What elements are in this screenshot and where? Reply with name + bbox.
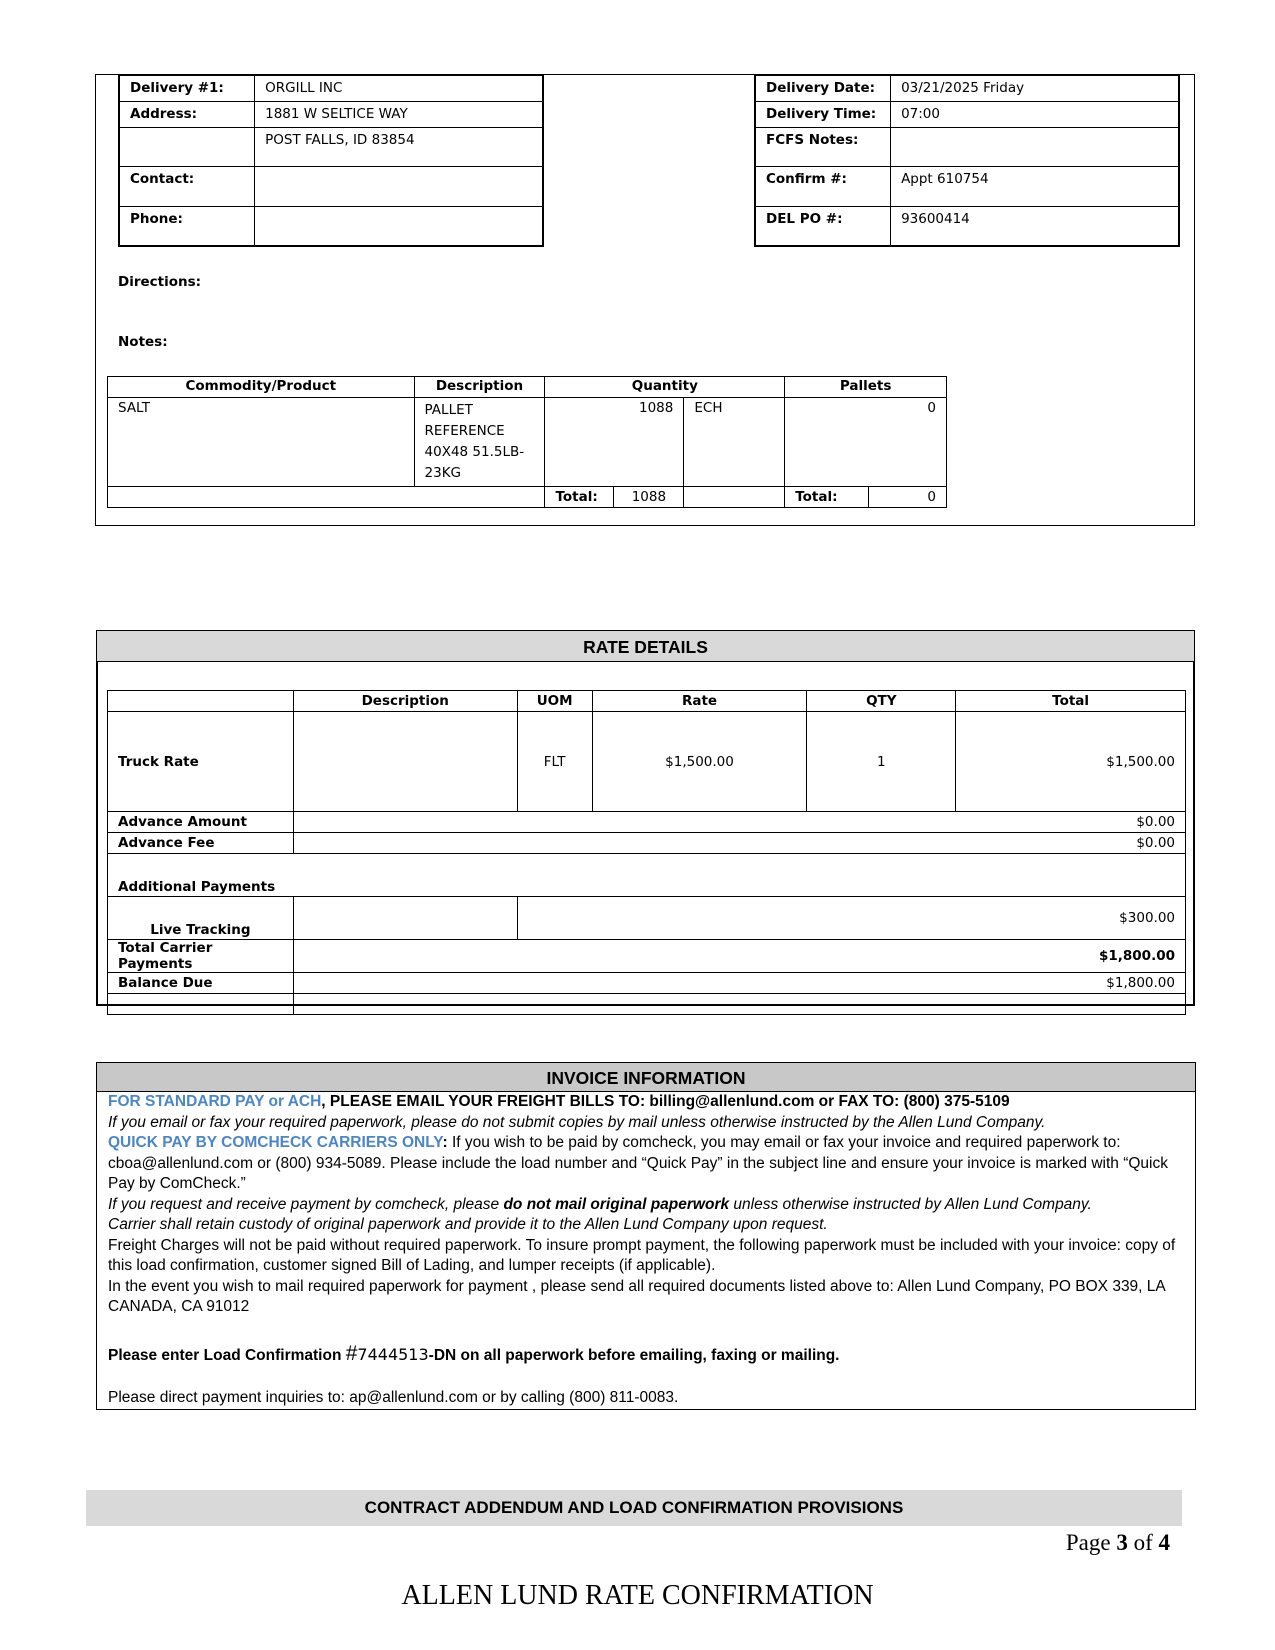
fcfs-notes-value — [891, 127, 1179, 166]
rate-description-header: Description — [293, 691, 517, 712]
total-pallets-value: 0 — [869, 487, 947, 508]
total-pallets-label: Total: — [785, 487, 869, 508]
rate-details-title: RATE DETAILS — [96, 630, 1195, 662]
additional-payments-label: Additional Payments — [108, 854, 1186, 897]
live-tracking-label: Live Tracking — [108, 897, 294, 940]
address-line1: 1881 W SELTICE WAY — [255, 101, 543, 127]
addendum-heading: CONTRACT ADDENDUM AND LOAD CONFIRMATION PROVISIONS — [86, 1490, 1182, 1526]
standard-pay-text: , PLEASE EMAIL YOUR FREIGHT BILLS TO: billing@allenlund.com or FAX TO: (800) 375-5109 — [321, 1093, 1010, 1110]
page-total: 4 — [1158, 1530, 1170, 1555]
page-of: of — [1127, 1530, 1159, 1555]
quantity-header: Quantity — [545, 377, 785, 398]
description-line: 23KG — [424, 465, 462, 481]
phone-value — [255, 206, 543, 246]
delivery-schedule-table — [754, 74, 1180, 247]
total-unit-spacer — [684, 487, 785, 508]
standard-pay-line — [108, 1092, 1188, 1113]
quick-pay-paragraph — [108, 1133, 1188, 1195]
blank-cell — [293, 994, 1185, 1015]
description-line: REFERENCE — [424, 423, 505, 439]
advance-amount-value: $0.00 — [293, 812, 1185, 833]
pallets-cell: 0 — [785, 398, 947, 487]
contact-value — [255, 166, 543, 206]
truck-rate-qty: 1 — [807, 712, 956, 812]
rate-label-header — [108, 691, 294, 712]
total-carrier-value: $1,800.00 — [293, 940, 1185, 973]
truck-rate-total: $1,500.00 — [956, 712, 1186, 812]
inquiries-line: Please direct payment inquiries to: ap@allenlund.com or by calling (800) 811-0083. — [108, 1389, 679, 1406]
balance-due-label: Balance Due — [108, 973, 294, 994]
freight-notice: Freight Charges will not be paid without required paperwork. To insure prompt payment, the following paperwork must be included with your invoice: copy of this load confirmation, customer signed Bill of Lading, and lumper receipts (if applicable). — [108, 1236, 1176, 1274]
address-label: Address: — [119, 101, 255, 127]
confirm-label: Confirm #: — [755, 166, 891, 206]
delivery-time-label: Delivery Time: — [755, 101, 891, 127]
description-line: 40X48 51.5LB- — [424, 444, 525, 460]
description-header: Description — [414, 377, 545, 398]
description-cell — [414, 398, 545, 487]
confirm-value: Appt 610754 — [891, 166, 1179, 206]
load-hash: # — [345, 1341, 358, 1365]
truck-rate-description — [293, 712, 517, 812]
load-text-a: Please enter Load Confirmation — [108, 1346, 346, 1364]
table-row — [108, 712, 1186, 812]
phone-label: Phone: — [119, 206, 255, 246]
quantity-cell: 1088 — [545, 398, 684, 487]
commodity-header: Commodity/Product — [108, 377, 415, 398]
custody-notice: Carrier shall retain custody of original paperwork and provide it to the Allen Lund Company upon request. — [108, 1216, 828, 1233]
balance-due-value: $1,800.00 — [293, 973, 1185, 994]
load-confirmation-line — [108, 1341, 1188, 1367]
total-header: Total — [956, 691, 1186, 712]
load-number: 7444513 — [357, 1344, 429, 1364]
advance-fee-value: $0.00 — [293, 833, 1185, 854]
truck-rate-rate: $1,500.00 — [592, 712, 807, 812]
delivery-number-value: ORGILL INC — [255, 75, 543, 101]
page-number — [1030, 1530, 1170, 1556]
unit-cell: ECH — [684, 398, 785, 487]
description-line: PALLET — [424, 402, 473, 418]
comcheck-notice — [108, 1195, 1188, 1216]
advance-fee-label: Advance Fee — [108, 833, 294, 854]
invoice-body — [108, 1092, 1188, 1409]
total-quantity-value: 1088 — [614, 487, 684, 508]
page-current: 3 — [1116, 1530, 1128, 1555]
truck-rate-label: Truck Rate — [108, 712, 294, 812]
address-line2: POST FALLS, ID 83854 — [255, 127, 543, 166]
standard-pay-heading: FOR STANDARD PAY or ACH — [108, 1093, 322, 1110]
comcheck-text-b: unless otherwise instructed by Allen Lund Company. — [729, 1195, 1092, 1213]
advance-amount-label: Advance Amount — [108, 812, 294, 833]
delivery-number-label: Delivery #1: — [119, 75, 255, 101]
comcheck-emphasis: do not mail original paperwork — [503, 1195, 730, 1213]
qty-header: QTY — [807, 691, 956, 712]
mail-address-notice: In the event you wish to mail required paperwork for payment , please send all required documents listed above to: Allen Lund Company, PO BOX 339, LA CANADA, CA 91012 — [108, 1277, 1165, 1315]
rate-header: Rate — [592, 691, 807, 712]
live-tracking-description — [293, 897, 517, 940]
delivery-date-value: 03/21/2025 Friday — [891, 75, 1179, 101]
commodity-table — [107, 376, 947, 508]
uom-header: UOM — [517, 691, 592, 712]
contact-label: Contact: — [119, 166, 255, 206]
total-carrier-label: Total Carrier Payments — [108, 940, 294, 973]
load-text-b: -DN on all paperwork before emailing, faxing or mailing. — [428, 1346, 840, 1364]
page-prefix: Page — [1065, 1530, 1117, 1555]
quick-pay-text: If you wish to be paid by comcheck, you may email or fax your invoice and required paperwork to: cboa@allenlund.com or (800) 934-5089. Please include the load number and “Quick Pay” in the subject line and ensure your invoice is marked with “Quick Pay by ComCheck.” — [108, 1134, 1168, 1192]
del-po-value: 93600414 — [891, 206, 1179, 246]
del-po-label: DEL PO #: — [755, 206, 891, 246]
invoice-title: INVOICE INFORMATION — [96, 1062, 1196, 1092]
address-blank-label — [119, 127, 255, 166]
delivery-date-label: Delivery Date: — [755, 75, 891, 101]
pallets-header: Pallets — [785, 377, 947, 398]
blank-cell — [108, 994, 294, 1015]
directions-label: Directions: — [118, 274, 202, 290]
footer-title: ALLEN LUND RATE CONFIRMATION — [401, 1580, 874, 1611]
notes-label: Notes: — [118, 334, 168, 350]
rate-table — [107, 690, 1186, 1015]
total-spacer — [108, 487, 545, 508]
quick-pay-colon: : — [442, 1134, 448, 1151]
delivery-time-value: 07:00 — [891, 101, 1179, 127]
product-cell: SALT — [108, 398, 415, 487]
truck-rate-uom: FLT — [517, 712, 592, 812]
delivery-info-table — [118, 74, 544, 247]
fcfs-notes-label: FCFS Notes: — [755, 127, 891, 166]
mail-notice: If you email or fax your required paperwork, please do not submit copies by mail unless otherwise instructed by the Allen Lund Company. — [108, 1113, 1046, 1131]
quick-pay-heading: QUICK PAY BY COMCHECK CARRIERS ONLY — [108, 1134, 443, 1151]
live-tracking-value: $300.00 — [517, 897, 1185, 940]
table-row — [108, 398, 947, 487]
total-quantity-label: Total: — [545, 487, 614, 508]
comcheck-text-a: If you request and receive payment by comcheck, please — [108, 1195, 504, 1213]
